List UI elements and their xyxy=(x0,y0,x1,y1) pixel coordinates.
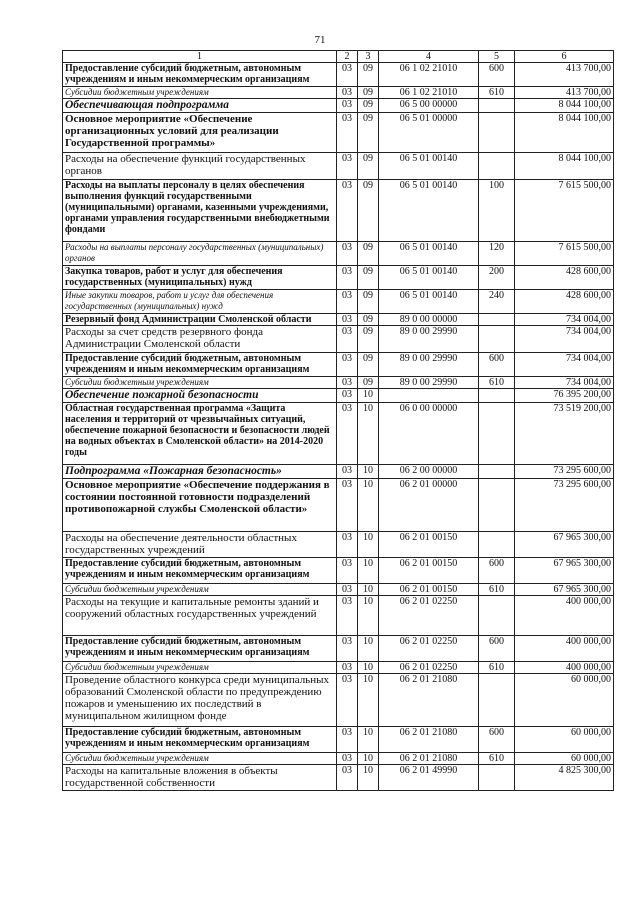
row-target-article-cell: 06 2 01 21080 xyxy=(379,674,479,727)
table-row xyxy=(63,765,614,791)
row-section-cell: 03 xyxy=(337,377,358,389)
row-subsection-cell: 09 xyxy=(358,99,379,113)
table-row xyxy=(63,389,614,403)
row-amount-cell: 60 000,00 xyxy=(515,674,614,727)
row-target-article-cell: 89 0 00 29990 xyxy=(379,353,479,377)
column-header-target-article: 4 xyxy=(379,51,479,63)
row-expense-type-cell: 610 xyxy=(479,584,515,596)
row-name-cell: Основное мероприятие «Обеспечение организационных условий для реализации Государственной программы» xyxy=(63,113,337,153)
row-target-article-cell: 06 5 01 00140 xyxy=(379,242,479,266)
row-subsection-cell: 09 xyxy=(358,314,379,326)
row-name-cell: Субсидии бюджетным учреждениям xyxy=(63,753,337,765)
row-expense-type-cell xyxy=(479,99,515,113)
row-expense-type-cell xyxy=(479,403,515,465)
row-expense-type-cell xyxy=(479,532,515,558)
row-expense-type-cell: 100 xyxy=(479,180,515,242)
row-amount-cell: 413 700,00 xyxy=(515,63,614,87)
row-subsection-cell: 10 xyxy=(358,584,379,596)
row-name-cell: Основное мероприятие «Обеспечение поддержания в состоянии постоянной готовности подразделений противопожарной службы Смоленской области» xyxy=(63,479,337,532)
table-row xyxy=(63,532,614,558)
row-expense-type-cell xyxy=(479,765,515,791)
row-target-article-cell xyxy=(379,389,479,403)
row-expense-type-cell xyxy=(479,479,515,532)
row-expense-type-cell: 600 xyxy=(479,558,515,584)
table-row xyxy=(63,727,614,753)
table-row xyxy=(63,63,614,87)
table-row xyxy=(63,662,614,674)
table-row xyxy=(63,314,614,326)
row-target-article-cell: 06 5 01 00140 xyxy=(379,266,479,290)
table-row xyxy=(63,584,614,596)
row-section-cell: 03 xyxy=(337,87,358,99)
table-row xyxy=(63,596,614,636)
row-amount-cell: 73 295 600,00 xyxy=(515,479,614,532)
row-amount-cell: 73 519 200,00 xyxy=(515,403,614,465)
row-name-cell: Субсидии бюджетным учреждениям xyxy=(63,584,337,596)
row-section-cell: 03 xyxy=(337,662,358,674)
row-amount-cell: 60 000,00 xyxy=(515,727,614,753)
row-section-cell: 03 xyxy=(337,266,358,290)
row-amount-cell: 73 295 600,00 xyxy=(515,465,614,479)
row-subsection-cell: 10 xyxy=(358,727,379,753)
row-target-article-cell: 89 0 00 00000 xyxy=(379,314,479,326)
row-section-cell: 03 xyxy=(337,727,358,753)
row-section-cell: 03 xyxy=(337,326,358,353)
row-name-cell: Обеспечивающая подпрограмма xyxy=(63,99,337,113)
row-target-article-cell: 06 2 01 00150 xyxy=(379,532,479,558)
row-target-article-cell: 06 2 01 21080 xyxy=(379,753,479,765)
row-target-article-cell: 06 5 01 00140 xyxy=(379,290,479,314)
row-name-cell: Предоставление субсидий бюджетным, автономным учреждениям и иным некоммерческим организациям xyxy=(63,636,337,662)
row-target-article-cell: 06 2 01 02250 xyxy=(379,662,479,674)
row-target-article-cell: 06 5 01 00140 xyxy=(379,153,479,180)
row-target-article-cell: 06 2 01 02250 xyxy=(379,636,479,662)
row-name-cell: Расходы на выплаты персоналу государственных (муниципальных) органов xyxy=(63,242,337,266)
row-subsection-cell: 10 xyxy=(358,674,379,727)
row-target-article-cell: 89 0 00 29990 xyxy=(379,377,479,389)
row-expense-type-cell: 610 xyxy=(479,377,515,389)
row-section-cell: 03 xyxy=(337,636,358,662)
row-expense-type-cell: 600 xyxy=(479,636,515,662)
row-target-article-cell: 06 2 01 02250 xyxy=(379,596,479,636)
row-subsection-cell: 09 xyxy=(358,266,379,290)
row-section-cell: 03 xyxy=(337,290,358,314)
column-header-name: 1 xyxy=(63,51,337,63)
row-name-cell: Подпрограмма «Пожарная безопасность» xyxy=(63,465,337,479)
row-target-article-cell: 06 2 01 00150 xyxy=(379,558,479,584)
row-name-cell: Предоставление субсидий бюджетным, автономным учреждениям и иным некоммерческим организациям xyxy=(63,63,337,87)
row-name-cell: Резервный фонд Администрации Смоленской области xyxy=(63,314,337,326)
row-amount-cell: 734 004,00 xyxy=(515,326,614,353)
row-section-cell: 03 xyxy=(337,479,358,532)
row-subsection-cell: 10 xyxy=(358,596,379,636)
row-subsection-cell: 09 xyxy=(358,326,379,353)
row-amount-cell: 4 825 300,00 xyxy=(515,765,614,791)
row-name-cell: Обеспечение пожарной безопасности xyxy=(63,389,337,403)
column-header-expense-type: 5 xyxy=(479,51,515,63)
row-subsection-cell: 09 xyxy=(358,290,379,314)
row-section-cell: 03 xyxy=(337,584,358,596)
row-name-cell: Расходы за счет средств резервного фонда Администрации Смоленской области xyxy=(63,326,337,353)
row-name-cell: Закупка товаров, работ и услуг для обеспечения государственных (муниципальных) нужд xyxy=(63,266,337,290)
row-amount-cell: 8 044 100,00 xyxy=(515,153,614,180)
row-subsection-cell: 09 xyxy=(358,180,379,242)
row-section-cell: 03 xyxy=(337,596,358,636)
row-name-cell: Субсидии бюджетным учреждениям xyxy=(63,87,337,99)
row-target-article-cell: 06 2 01 00000 xyxy=(379,479,479,532)
row-amount-cell: 400 000,00 xyxy=(515,596,614,636)
row-amount-cell: 76 395 200,00 xyxy=(515,389,614,403)
row-name-cell: Расходы на капитальные вложения в объекты государственной собственности xyxy=(63,765,337,791)
row-amount-cell: 7 615 500,00 xyxy=(515,180,614,242)
row-expense-type-cell xyxy=(479,326,515,353)
row-subsection-cell: 10 xyxy=(358,558,379,584)
row-target-article-cell: 06 5 01 00000 xyxy=(379,113,479,153)
row-section-cell: 03 xyxy=(337,242,358,266)
row-section-cell: 03 xyxy=(337,99,358,113)
row-expense-type-cell xyxy=(479,596,515,636)
row-section-cell: 03 xyxy=(337,63,358,87)
row-subsection-cell: 10 xyxy=(358,765,379,791)
column-header-section: 2 xyxy=(337,51,358,63)
column-header-subsection: 3 xyxy=(358,51,379,63)
row-section-cell: 03 xyxy=(337,558,358,584)
row-section-cell: 03 xyxy=(337,153,358,180)
row-section-cell: 03 xyxy=(337,113,358,153)
row-amount-cell: 734 004,00 xyxy=(515,314,614,326)
table-row xyxy=(63,326,614,353)
row-name-cell: Расходы на выплаты персоналу в целях обеспечения выполнения функций государственными (муниципальными) органами, казенными учреждениями, органами управления государственными внебюджетными фондами xyxy=(63,180,337,242)
row-target-article-cell: 06 2 00 00000 xyxy=(379,465,479,479)
row-target-article-cell: 06 2 01 49990 xyxy=(379,765,479,791)
row-target-article-cell: 06 0 00 00000 xyxy=(379,403,479,465)
table-row xyxy=(63,465,614,479)
row-subsection-cell: 10 xyxy=(358,753,379,765)
row-section-cell: 03 xyxy=(337,674,358,727)
row-subsection-cell: 09 xyxy=(358,113,379,153)
row-amount-cell: 413 700,00 xyxy=(515,87,614,99)
row-expense-type-cell: 610 xyxy=(479,87,515,99)
row-subsection-cell: 09 xyxy=(358,63,379,87)
row-subsection-cell: 10 xyxy=(358,636,379,662)
row-subsection-cell: 09 xyxy=(358,153,379,180)
table-row xyxy=(63,266,614,290)
header-row xyxy=(63,51,614,63)
row-name-cell: Субсидии бюджетным учреждениям xyxy=(63,377,337,389)
row-section-cell: 03 xyxy=(337,765,358,791)
row-subsection-cell: 10 xyxy=(358,403,379,465)
row-section-cell: 03 xyxy=(337,314,358,326)
table-row xyxy=(63,87,614,99)
row-subsection-cell: 09 xyxy=(358,353,379,377)
table-row xyxy=(63,290,614,314)
row-section-cell: 03 xyxy=(337,389,358,403)
row-amount-cell: 7 615 500,00 xyxy=(515,242,614,266)
table-row xyxy=(63,242,614,266)
row-expense-type-cell: 610 xyxy=(479,753,515,765)
budget-table xyxy=(62,50,614,791)
row-subsection-cell: 10 xyxy=(358,532,379,558)
column-header-amount: 6 xyxy=(515,51,614,63)
row-target-article-cell: 89 0 00 29990 xyxy=(379,326,479,353)
table-row xyxy=(63,99,614,113)
row-target-article-cell: 06 2 01 00150 xyxy=(379,584,479,596)
page-number: 71 xyxy=(314,34,326,46)
row-amount-cell: 60 000,00 xyxy=(515,753,614,765)
row-amount-cell: 67 965 300,00 xyxy=(515,532,614,558)
row-subsection-cell: 09 xyxy=(358,242,379,266)
row-amount-cell: 67 965 300,00 xyxy=(515,558,614,584)
row-section-cell: 03 xyxy=(337,353,358,377)
row-section-cell: 03 xyxy=(337,753,358,765)
row-amount-cell: 8 044 100,00 xyxy=(515,99,614,113)
row-subsection-cell: 09 xyxy=(358,87,379,99)
row-expense-type-cell: 600 xyxy=(479,727,515,753)
row-subsection-cell: 10 xyxy=(358,662,379,674)
row-name-cell: Областная государственная программа «Защита населения и территорий от чрезвычайных ситуаций, обеспечение пожарной безопасности и безопасности людей на водных объектах в Смоленской области» на 2014-2020 годы xyxy=(63,403,337,465)
row-expense-type-cell xyxy=(479,674,515,727)
row-expense-type-cell: 200 xyxy=(479,266,515,290)
table-row xyxy=(63,353,614,377)
table-body xyxy=(63,63,614,791)
row-name-cell: Расходы на обеспечение функций государственных органов xyxy=(63,153,337,180)
table-row xyxy=(63,403,614,465)
row-subsection-cell: 10 xyxy=(358,465,379,479)
row-target-article-cell: 06 5 00 00000 xyxy=(379,99,479,113)
row-section-cell: 03 xyxy=(337,465,358,479)
row-section-cell: 03 xyxy=(337,403,358,465)
table-row xyxy=(63,113,614,153)
table-row xyxy=(63,377,614,389)
row-expense-type-cell: 240 xyxy=(479,290,515,314)
row-expense-type-cell: 610 xyxy=(479,662,515,674)
row-name-cell: Предоставление субсидий бюджетным, автономным учреждениям и иным некоммерческим организациям xyxy=(63,558,337,584)
row-name-cell: Проведение областного конкурса среди муниципальных образований Смоленской области по предупреждению пожаров и уменьшению их последствий в муниципальном жилищном фонде xyxy=(63,674,337,727)
row-amount-cell: 400 000,00 xyxy=(515,662,614,674)
row-amount-cell: 400 000,00 xyxy=(515,636,614,662)
row-expense-type-cell xyxy=(479,465,515,479)
row-target-article-cell: 06 1 02 21010 xyxy=(379,63,479,87)
row-name-cell: Иные закупки товаров, работ и услуг для обеспечения государственных (муниципальных) нужд xyxy=(63,290,337,314)
row-name-cell: Предоставление субсидий бюджетным, автономным учреждениям и иным некоммерческим организациям xyxy=(63,727,337,753)
row-target-article-cell: 06 5 01 00140 xyxy=(379,180,479,242)
row-amount-cell: 734 004,00 xyxy=(515,377,614,389)
row-name-cell: Субсидии бюджетным учреждениям xyxy=(63,662,337,674)
row-expense-type-cell xyxy=(479,113,515,153)
row-expense-type-cell xyxy=(479,153,515,180)
row-amount-cell: 428 600,00 xyxy=(515,266,614,290)
row-subsection-cell: 10 xyxy=(358,479,379,532)
table-row xyxy=(63,753,614,765)
row-amount-cell: 67 965 300,00 xyxy=(515,584,614,596)
row-expense-type-cell: 600 xyxy=(479,63,515,87)
table-row xyxy=(63,180,614,242)
row-target-article-cell: 06 2 01 21080 xyxy=(379,727,479,753)
row-name-cell: Расходы на обеспечение деятельности областных государственных учреждений xyxy=(63,532,337,558)
table-row xyxy=(63,479,614,532)
row-expense-type-cell: 600 xyxy=(479,353,515,377)
row-name-cell: Расходы на текущие и капитальные ремонты зданий и сооружений областных государственных учреждений xyxy=(63,596,337,636)
row-subsection-cell: 09 xyxy=(358,377,379,389)
row-name-cell: Предоставление субсидий бюджетным, автономным учреждениям и иным некоммерческим организациям xyxy=(63,353,337,377)
row-amount-cell: 734 004,00 xyxy=(515,353,614,377)
row-expense-type-cell: 120 xyxy=(479,242,515,266)
table-row xyxy=(63,636,614,662)
table-row xyxy=(63,674,614,727)
row-amount-cell: 428 600,00 xyxy=(515,290,614,314)
row-amount-cell: 8 044 100,00 xyxy=(515,113,614,153)
table-row xyxy=(63,558,614,584)
row-expense-type-cell xyxy=(479,314,515,326)
row-section-cell: 03 xyxy=(337,532,358,558)
row-subsection-cell: 10 xyxy=(358,389,379,403)
table-row xyxy=(63,153,614,180)
row-section-cell: 03 xyxy=(337,180,358,242)
row-target-article-cell: 06 1 02 21010 xyxy=(379,87,479,99)
row-expense-type-cell xyxy=(479,389,515,403)
